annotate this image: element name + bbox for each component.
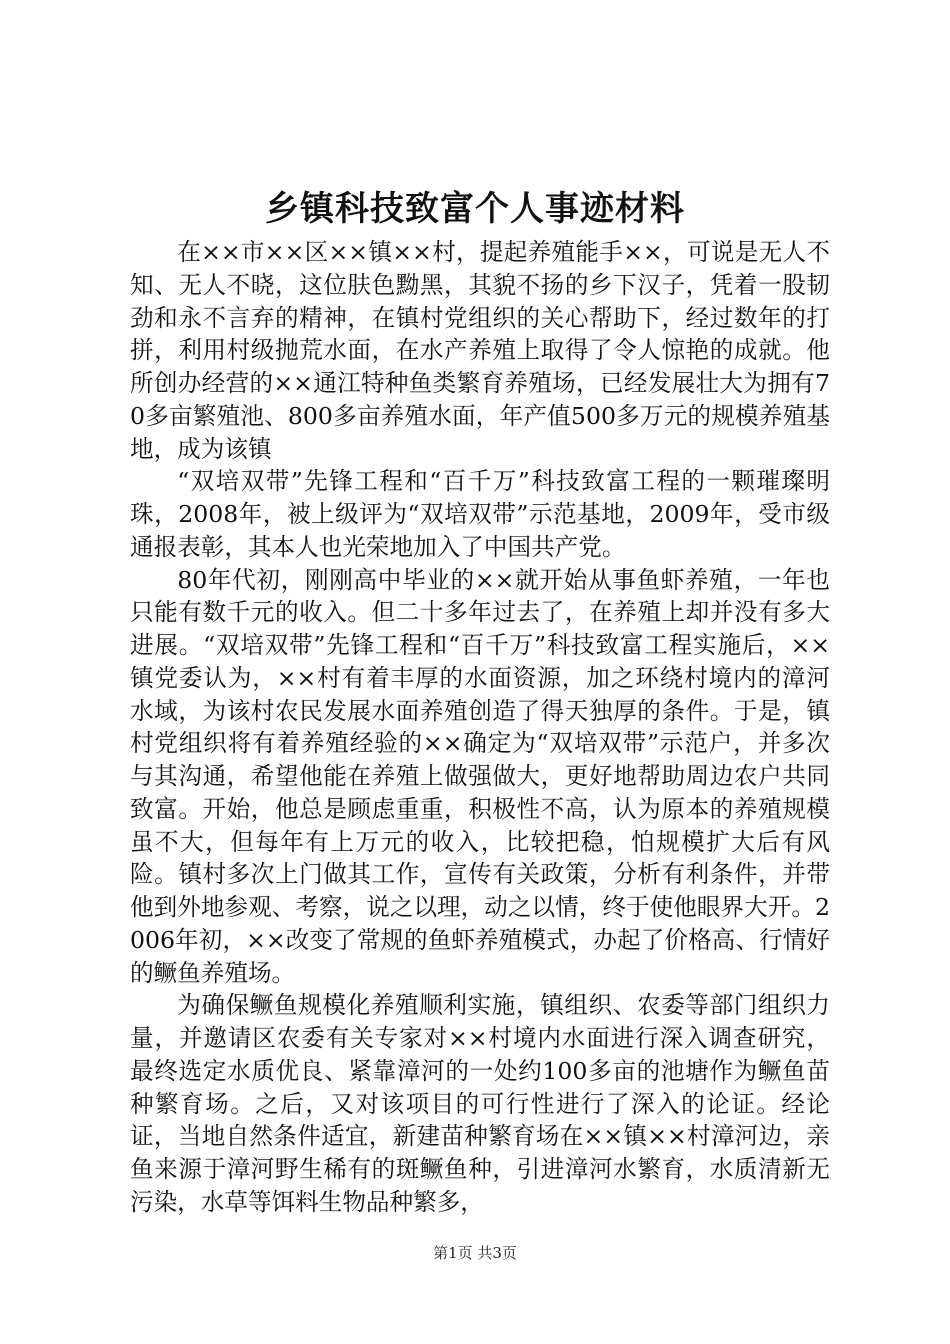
document-title: 乡镇科技致富个人事迹材料	[265, 189, 685, 229]
paragraph-3: 80年代初，刚刚高中毕业的××就开始从事鱼虾养殖，一年也只能有数千元的收入。但二十多年过去了，在养殖上却并没有多大进展。“双培双带”先锋工程和“百千万”科技致富工程实施后，××镇党委认为，××村有着丰厚的水面资源，加之环绕村境内的漳河水域，为该村农民发展水面养殖创造了得天独厚的条件。于是，镇村党组织将有着养殖经验的××确定为“双培双带”示范户，并多次与其沟通，希望他能在养殖上做强做大，更好地帮助周边农户共同致富。开始，他总是顾虑重重，积极性不高，认为原本的养殖规模虽不大，但每年有上万元的收入，比较把稳，怕规模扩大后有风险。镇村多次上门做其工作，宣传有关政策，分析有利条件，并带他到外地参观、考察，说之以理，动之以情，终于使他眼界大开。2006年初，××改变了常规的鱼虾养殖模式，办起了价格高、行情好的鳜鱼养殖场。	[130, 565, 830, 987]
document-body	[130, 236, 830, 1219]
paragraph-2: “双培双带”先锋工程和“百千万”科技致富工程的一颗璀璨明珠，2008年，被上级评为“双培双带”示范基地，2009年，受市级通报表彰，其本人也光荣地加入了中国共产党。	[130, 467, 830, 561]
page-footer: 第1页 共3页	[433, 1244, 517, 1262]
paragraph-1: 在××市××区××镇××村，提起养殖能手××，可说是无人不知、无人不晓，这位肤色黝黑，其貌不扬的乡下汉子，凭着一股韧劲和永不言弃的精神，在镇村党组织的关心帮助下，经过数年的打拼，利用村级抛荒水面，在水产养殖上取得了令人惊艳的成就。他所创办经营的××通江特种鱼类繁育养殖场，已经发展壮大为拥有70多亩繁殖池、800多亩养殖水面，年产值500多万元的规模养殖基地，成为该镇	[130, 238, 830, 463]
paragraph-4: 为确保鳜鱼规模化养殖顺利实施，镇组织、农委等部门组织力量，并邀请区农委有关专家对××村境内水面进行深入调查研究，最终选定水质优良、紧靠漳河的一处约100多亩的池塘作为鳜鱼苗种繁育场。之后，又对该项目的可行性进行了深入的论证。经论证，当地自然条件适宜，新建苗种繁育场在××镇××村漳河边，亲鱼来源于漳河野生稀有的斑鳜鱼种，引进漳河水繁育，水质清新无污染，水草等饵料生物品种繁多，	[130, 991, 830, 1216]
